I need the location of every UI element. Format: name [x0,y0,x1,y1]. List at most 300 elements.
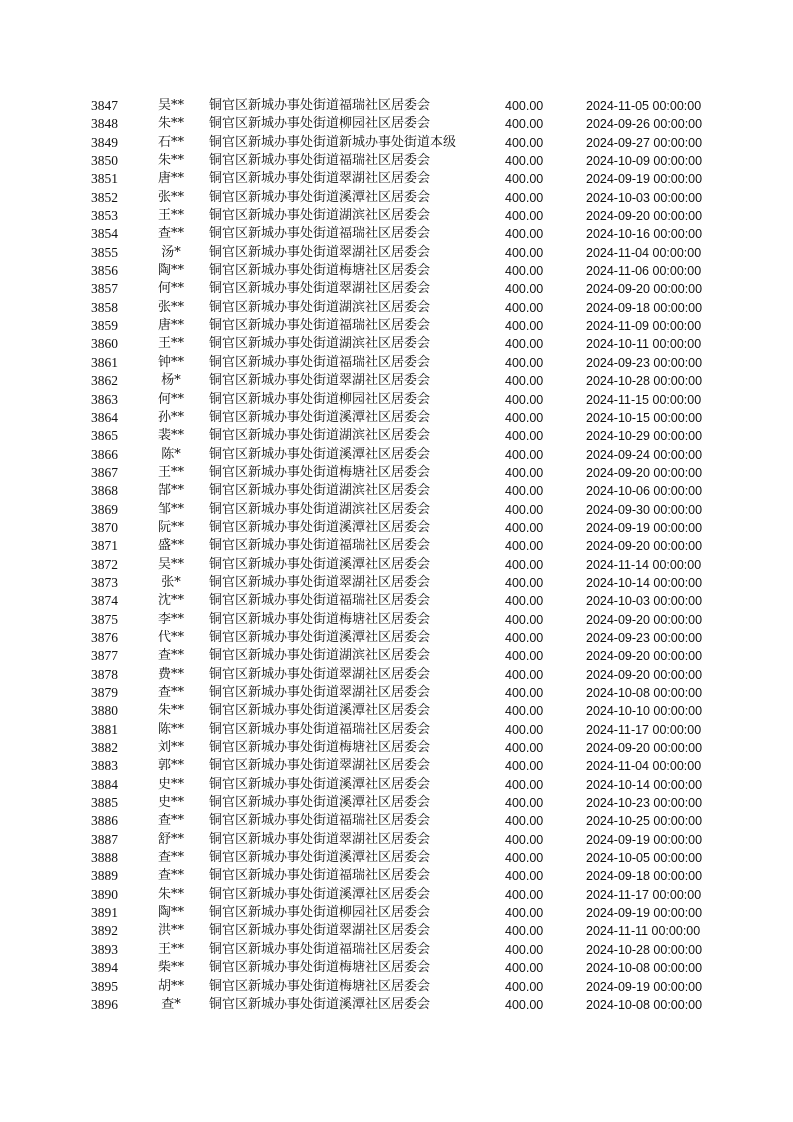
organization: 铜官区新城办事处街道福瑞社区居委会 [209,538,431,554]
date: 2024-09-26 00:00:00 [586,117,703,132]
row-number: 3853 [91,208,118,224]
table-row [0,867,793,885]
person-name: 阮** [157,519,184,535]
amount: 400.00 [505,704,544,719]
row-number: 3852 [91,189,118,205]
amount: 400.00 [505,355,544,370]
person-name: 钟** [157,354,184,370]
date: 2024-10-11 00:00:00 [586,337,702,352]
date: 2024-09-18 00:00:00 [586,869,703,884]
amount: 400.00 [505,575,544,590]
amount: 400.00 [505,209,544,224]
person-name: 陶** [157,905,184,921]
table-row [0,996,793,1014]
row-number: 3851 [91,171,118,187]
date: 2024-09-19 00:00:00 [586,832,703,847]
table-row [0,134,793,152]
person-name: 张* [161,574,181,590]
row-number: 3849 [91,134,118,150]
table-row [0,611,793,629]
table-row [0,152,793,170]
person-name: 吴** [157,98,184,113]
table-row [0,812,793,830]
organization: 铜官区新城办事处街道翠湖社区居委会 [209,923,431,939]
amount: 400.00 [505,227,544,242]
table-row [0,225,793,243]
amount: 400.00 [505,319,544,334]
organization: 铜官区新城办事处街道湖滨社区居委会 [209,501,431,517]
person-name: 石** [157,134,184,150]
amount: 400.00 [505,557,544,572]
amount: 400.00 [505,814,544,829]
row-number: 3894 [91,960,118,976]
organization: 铜官区新城办事处街道福瑞社区居委会 [209,318,431,334]
date: 2024-09-20 00:00:00 [586,465,703,480]
row-number: 3866 [91,446,118,462]
date: 2024-10-03 00:00:00 [586,190,703,205]
organization: 铜官区新城办事处街道湖滨社区居委会 [209,483,431,499]
person-name: 查** [157,648,184,664]
table-row [0,519,793,537]
organization: 铜官区新城办事处街道新城办事处街道本级 [209,134,457,150]
row-number: 3859 [91,318,118,334]
table-row [0,629,793,647]
person-name: 郭** [157,758,184,774]
amount: 400.00 [505,99,544,113]
date: 2024-11-05 00:00:00 [586,99,702,113]
person-name: 朱** [157,886,184,902]
person-name: 朱** [157,703,184,719]
amount: 400.00 [505,649,544,664]
row-number: 3870 [91,519,118,535]
table-row [0,849,793,867]
person-name: 柴** [157,960,184,976]
table-row [0,647,793,665]
row-number: 3865 [91,428,118,444]
amount: 400.00 [505,392,544,407]
person-name: 裴** [157,428,184,444]
person-name: 沈** [157,593,184,609]
organization: 铜官区新城办事处街道福瑞社区居委会 [209,98,431,113]
date: 2024-10-29 00:00:00 [586,429,703,444]
table-row [0,170,793,188]
organization: 铜官区新城办事处街道梅塘社区居委会 [209,263,431,279]
row-number: 3871 [91,538,118,554]
date: 2024-11-14 00:00:00 [586,557,702,572]
date: 2024-10-08 00:00:00 [586,961,703,976]
row-number: 3862 [91,373,118,389]
row-number: 3857 [91,281,118,297]
row-number: 3896 [91,996,118,1012]
person-name: 刘** [157,740,184,756]
amount: 400.00 [505,264,544,279]
person-name: 查** [157,868,184,884]
row-number: 3864 [91,409,118,425]
table-row [0,757,793,775]
row-number: 3886 [91,813,118,829]
date: 2024-09-20 00:00:00 [586,667,703,682]
row-number: 3874 [91,593,118,609]
person-name: 费** [157,666,184,682]
amount: 400.00 [505,520,544,535]
person-name: 盛** [157,538,184,554]
date: 2024-09-30 00:00:00 [586,502,703,517]
table-row [0,537,793,555]
amount: 400.00 [505,942,544,957]
organization: 铜官区新城办事处街道溪潭社区居委会 [209,446,431,462]
row-number: 3893 [91,941,118,957]
amount: 400.00 [505,539,544,554]
amount: 400.00 [505,796,544,811]
person-name: 胡** [157,978,184,994]
date: 2024-10-09 00:00:00 [586,154,703,169]
date: 2024-09-24 00:00:00 [586,447,703,462]
organization: 铜官区新城办事处街道湖滨社区居委会 [209,336,431,352]
date: 2024-11-17 00:00:00 [586,887,702,902]
date: 2024-10-14 00:00:00 [586,575,703,590]
row-number: 3878 [91,666,118,682]
table-row [0,831,793,849]
table-row [0,207,793,225]
amount: 400.00 [505,612,544,627]
amount: 400.00 [505,484,544,499]
organization: 铜官区新城办事处街道梅塘社区居委会 [209,740,431,756]
organization: 铜官区新城办事处街道翠湖社区居委会 [209,281,431,297]
organization: 铜官区新城办事处街道福瑞社区居委会 [209,941,431,957]
organization: 铜官区新城办事处街道溪潭社区居委会 [209,409,431,425]
amount: 400.00 [505,300,544,315]
organization: 铜官区新城办事处街道湖滨社区居委会 [209,208,431,224]
row-number: 3850 [91,153,118,169]
date: 2024-11-15 00:00:00 [586,392,702,407]
table-row [0,776,793,794]
row-number: 3888 [91,850,118,866]
organization: 铜官区新城办事处街道溪潭社区居委会 [209,850,431,866]
row-number: 3895 [91,978,118,994]
row-number: 3861 [91,354,118,370]
table-row [0,427,793,445]
table-row [0,317,793,335]
table-row [0,886,793,904]
organization: 铜官区新城办事处街道福瑞社区居委会 [209,593,431,609]
date: 2024-09-19 00:00:00 [586,172,703,187]
person-name: 代** [157,629,184,645]
row-number: 3860 [91,336,118,352]
date: 2024-10-16 00:00:00 [586,227,703,242]
date: 2024-10-06 00:00:00 [586,484,703,499]
row-number: 3854 [91,226,118,242]
person-name: 唐** [157,318,184,334]
amount: 400.00 [505,282,544,297]
organization: 铜官区新城办事处街道溪潭社区居委会 [209,629,431,645]
row-number: 3875 [91,611,118,627]
table-row [0,794,793,812]
person-name: 朱** [157,153,184,169]
row-number: 3882 [91,740,118,756]
person-name: 王** [157,336,184,352]
person-name: 孙** [157,409,184,425]
organization: 铜官区新城办事处街道福瑞社区居委会 [209,721,431,737]
amount: 400.00 [505,961,544,976]
amount: 400.00 [505,117,544,132]
table-row [0,335,793,353]
amount: 400.00 [505,245,544,260]
organization: 铜官区新城办事处街道溪潭社区居委会 [209,703,431,719]
row-number: 3885 [91,795,118,811]
row-number: 3868 [91,483,118,499]
date: 2024-09-19 00:00:00 [586,979,703,994]
amount: 400.00 [505,869,544,884]
amount: 400.00 [505,135,544,150]
amount: 400.00 [505,502,544,517]
organization: 铜官区新城办事处街道溪潭社区居委会 [209,996,431,1012]
person-name: 舒** [157,831,184,847]
amount: 400.00 [505,337,544,352]
amount: 400.00 [505,594,544,609]
person-name: 查** [157,226,184,242]
amount: 400.00 [505,741,544,756]
organization: 铜官区新城办事处街道溪潭社区居委会 [209,556,431,572]
row-number: 3876 [91,629,118,645]
amount: 400.00 [505,374,544,389]
person-name: 李** [157,611,184,627]
table-row [0,409,793,427]
organization: 铜官区新城办事处街道柳园社区居委会 [209,116,431,132]
date: 2024-09-20 00:00:00 [586,612,703,627]
organization: 铜官区新城办事处街道溪潭社区居委会 [209,886,431,902]
table-row [0,702,793,720]
row-number: 3887 [91,831,118,847]
person-name: 洪** [157,923,184,939]
date: 2024-09-18 00:00:00 [586,300,703,315]
person-name: 史** [157,776,184,792]
table-row [0,115,793,133]
person-name: 王** [157,208,184,224]
amount: 400.00 [505,447,544,462]
date: 2024-09-20 00:00:00 [586,209,703,224]
table-row [0,372,793,390]
organization: 铜官区新城办事处街道溪潭社区居委会 [209,776,431,792]
row-number: 3847 [91,98,118,113]
table-row [0,739,793,757]
table-row [0,959,793,977]
row-number: 3879 [91,685,118,700]
person-name: 查** [157,813,184,829]
table-row [0,299,793,317]
organization: 铜官区新城办事处街道湖滨社区居委会 [209,299,431,315]
table-row [0,97,793,115]
person-name: 陈* [161,446,181,462]
table-row [0,280,793,298]
table-row [0,592,793,610]
date: 2024-10-25 00:00:00 [586,814,703,829]
organization: 铜官区新城办事处街道柳园社区居委会 [209,905,431,921]
date: 2024-09-20 00:00:00 [586,539,703,554]
organization: 铜官区新城办事处街道梅塘社区居委会 [209,978,431,994]
date: 2024-09-27 00:00:00 [586,135,703,150]
date: 2024-10-15 00:00:00 [586,410,703,425]
table-row [0,501,793,519]
organization: 铜官区新城办事处街道翠湖社区居委会 [209,244,431,260]
table-row [0,189,793,207]
date: 2024-09-20 00:00:00 [586,282,703,297]
organization: 铜官区新城办事处街道梅塘社区居委会 [209,960,431,976]
row-number: 3869 [91,501,118,517]
organization: 铜官区新城办事处街道翠湖社区居委会 [209,171,431,187]
table-row [0,556,793,574]
organization: 铜官区新城办事处街道柳园社区居委会 [209,391,431,407]
person-name: 查** [157,685,184,700]
organization: 铜官区新城办事处街道福瑞社区居委会 [209,868,431,884]
person-name: 何** [157,281,184,297]
date: 2024-11-06 00:00:00 [586,264,702,279]
amount: 400.00 [505,722,544,737]
person-name: 张** [157,299,184,315]
person-name: 陈** [157,721,184,737]
person-name: 唐** [157,171,184,187]
amount: 400.00 [505,997,544,1012]
organization: 铜官区新城办事处街道湖滨社区居委会 [209,648,431,664]
person-name: 郜** [157,483,184,499]
date: 2024-11-09 00:00:00 [586,319,702,334]
organization: 铜官区新城办事处街道溪潭社区居委会 [209,519,431,535]
row-number: 3880 [91,703,118,719]
date: 2024-11-17 00:00:00 [586,722,702,737]
person-name: 吴** [157,556,184,572]
table-row [0,391,793,409]
table-row [0,904,793,922]
person-name: 查** [157,850,184,866]
date: 2024-10-03 00:00:00 [586,594,703,609]
person-name: 朱** [157,116,184,132]
date: 2024-09-20 00:00:00 [586,649,703,664]
row-number: 3881 [91,721,118,737]
person-name: 汤* [161,244,181,260]
row-number: 3858 [91,299,118,315]
date: 2024-10-05 00:00:00 [586,851,703,866]
organization: 铜官区新城办事处街道翠湖社区居委会 [209,666,431,682]
date: 2024-10-14 00:00:00 [586,777,703,792]
amount: 400.00 [505,924,544,939]
row-number: 3863 [91,391,118,407]
organization: 铜官区新城办事处街道湖滨社区居委会 [209,428,431,444]
row-number: 3883 [91,758,118,774]
amount: 400.00 [505,465,544,480]
organization: 铜官区新城办事处街道福瑞社区居委会 [209,153,431,169]
organization: 铜官区新城办事处街道福瑞社区居委会 [209,354,431,370]
row-number: 3892 [91,923,118,939]
amount: 400.00 [505,979,544,994]
organization: 铜官区新城办事处街道翠湖社区居委会 [209,831,431,847]
amount: 400.00 [505,410,544,425]
person-name: 史** [157,795,184,811]
organization: 铜官区新城办事处街道梅塘社区居委会 [209,611,431,627]
organization: 铜官区新城办事处街道梅塘社区居委会 [209,464,431,480]
row-number: 3877 [91,648,118,664]
row-number: 3867 [91,464,118,480]
row-number: 3889 [91,868,118,884]
date: 2024-09-19 00:00:00 [586,906,703,921]
table-row [0,721,793,739]
date: 2024-09-23 00:00:00 [586,630,703,645]
organization: 铜官区新城办事处街道福瑞社区居委会 [209,226,431,242]
amount: 400.00 [505,906,544,921]
person-name: 杨* [161,373,181,389]
date: 2024-09-19 00:00:00 [586,520,703,535]
organization: 铜官区新城办事处街道福瑞社区居委会 [209,813,431,829]
amount: 400.00 [505,851,544,866]
table-row [0,684,793,702]
amount: 400.00 [505,429,544,444]
row-number: 3848 [91,116,118,132]
date: 2024-10-08 00:00:00 [586,997,703,1012]
organization: 铜官区新城办事处街道溪潭社区居委会 [209,189,431,205]
row-number: 3856 [91,263,118,279]
person-name: 邹** [157,501,184,517]
person-name: 张** [157,189,184,205]
row-number: 3891 [91,905,118,921]
person-name: 王** [157,464,184,480]
organization: 铜官区新城办事处街道翠湖社区居委会 [209,685,431,700]
date: 2024-09-23 00:00:00 [586,355,703,370]
table-row [0,482,793,500]
table-row [0,244,793,262]
amount: 400.00 [505,759,544,774]
amount: 400.00 [505,686,544,700]
table-row [0,262,793,280]
table-row [0,666,793,684]
date: 2024-10-08 00:00:00 [586,686,703,700]
person-name: 陶** [157,263,184,279]
amount: 400.00 [505,190,544,205]
date: 2024-11-04 00:00:00 [586,245,702,260]
table-row [0,941,793,959]
table-row [0,446,793,464]
date: 2024-10-23 00:00:00 [586,796,703,811]
person-name: 王** [157,941,184,957]
amount: 400.00 [505,832,544,847]
organization: 铜官区新城办事处街道溪潭社区居委会 [209,795,431,811]
amount: 400.00 [505,630,544,645]
amount: 400.00 [505,172,544,187]
table-row [0,464,793,482]
organization: 铜官区新城办事处街道翠湖社区居委会 [209,758,431,774]
organization: 铜官区新城办事处街道翠湖社区居委会 [209,373,431,389]
amount: 400.00 [505,667,544,682]
row-number: 3873 [91,574,118,590]
date: 2024-09-20 00:00:00 [586,741,703,756]
row-number: 3884 [91,776,118,792]
date: 2024-11-04 00:00:00 [586,759,702,774]
organization: 铜官区新城办事处街道翠湖社区居委会 [209,574,431,590]
date: 2024-10-28 00:00:00 [586,374,703,389]
date: 2024-10-10 00:00:00 [586,704,703,719]
amount: 400.00 [505,887,544,902]
table-row [0,574,793,592]
table-row [0,978,793,996]
table-row [0,354,793,372]
row-number: 3855 [91,244,118,260]
date: 2024-10-28 00:00:00 [586,942,703,957]
row-number: 3890 [91,886,118,902]
row-number: 3872 [91,556,118,572]
person-name: 何** [157,391,184,407]
amount: 400.00 [505,154,544,169]
amount: 400.00 [505,777,544,792]
date: 2024-11-11 00:00:00 [586,924,701,939]
table-row [0,922,793,940]
data-table [0,97,793,1014]
